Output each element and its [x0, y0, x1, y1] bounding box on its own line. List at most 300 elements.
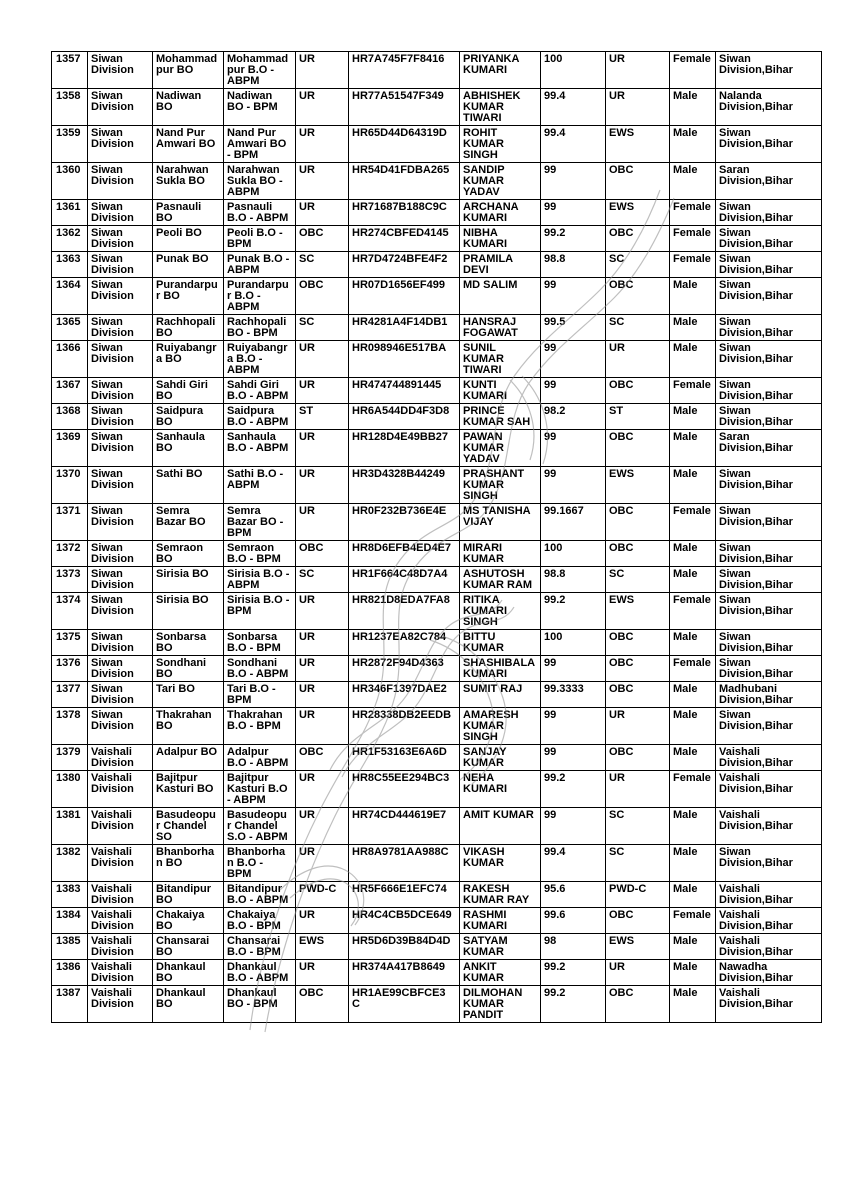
table-cell: Dhankaul BO	[153, 960, 224, 986]
table-cell: UR	[296, 682, 349, 708]
table-cell: PRAMILA DEVI	[460, 252, 541, 278]
table-cell: Male	[670, 934, 716, 960]
table-cell: HR3D4328B44249	[349, 467, 460, 504]
table-cell: HANSRAJ FOGAWAT	[460, 315, 541, 341]
table-cell: 99	[541, 708, 606, 745]
table-cell: Siwan Division,Bihar	[716, 341, 822, 378]
table-cell: ASHUTOSH KUMAR RAM	[460, 567, 541, 593]
table-cell: Semraon B.O - BPM	[224, 541, 296, 567]
table-cell: Purandarpu r B.O - ABPM	[224, 278, 296, 315]
table-cell: HR4281A4F14DB1	[349, 315, 460, 341]
table-cell: Adalpur B.O - ABPM	[224, 745, 296, 771]
table-cell: PRIYANKA KUMARI	[460, 52, 541, 89]
table-cell: 1380	[52, 771, 88, 808]
table-cell: 1387	[52, 986, 88, 1023]
table-cell: Pasnauli B.O - ABPM	[224, 200, 296, 226]
table-row	[52, 986, 822, 1023]
table-cell: Rachhopali BO - BPM	[224, 315, 296, 341]
table-cell: EWS	[606, 467, 670, 504]
table-cell: Nand Pur Amwari BO - BPM	[224, 126, 296, 163]
table-cell: Mohammad pur BO	[153, 52, 224, 89]
table-row	[52, 504, 822, 541]
table-cell: Saran Division,Bihar	[716, 430, 822, 467]
table-cell: Siwan Division	[88, 656, 153, 682]
table-cell: Siwan Division	[88, 252, 153, 278]
table-cell: 99.4	[541, 89, 606, 126]
table-cell: Vaishali Division	[88, 808, 153, 845]
table-row	[52, 682, 822, 708]
table-cell: Basudeopu r Chandel SO	[153, 808, 224, 845]
table-cell: Siwan Division	[88, 593, 153, 630]
table-cell: Siwan Division	[88, 378, 153, 404]
table-cell: Thakrahan BO	[153, 708, 224, 745]
table-cell: 99	[541, 745, 606, 771]
table-cell: SC	[606, 845, 670, 882]
table-row	[52, 126, 822, 163]
table-cell: HR4C4CB5DCE649	[349, 908, 460, 934]
table-cell: Siwan Division	[88, 567, 153, 593]
table-cell: Siwan Division,Bihar	[716, 315, 822, 341]
table-cell: Siwan Division,Bihar	[716, 404, 822, 430]
table-cell: HR374A417B8649	[349, 960, 460, 986]
table-cell: Male	[670, 126, 716, 163]
table-cell: OBC	[606, 908, 670, 934]
table-cell: SC	[296, 567, 349, 593]
table-cell: Saidpura B.O - ABPM	[224, 404, 296, 430]
table-cell: Thakrahan B.O - BPM	[224, 708, 296, 745]
table-cell: Sathi BO	[153, 467, 224, 504]
table-cell: Siwan Division	[88, 430, 153, 467]
table-cell: Basudeopu r Chandel S.O - ABPM	[224, 808, 296, 845]
table-cell: NEHA KUMARI	[460, 771, 541, 808]
table-cell: Chansarai B.O - BPM	[224, 934, 296, 960]
table-row	[52, 656, 822, 682]
table-cell: UR	[296, 430, 349, 467]
table-cell: UR	[296, 808, 349, 845]
table-cell: Semraon BO	[153, 541, 224, 567]
table-cell: HR1237EA82C784	[349, 630, 460, 656]
table-cell: SANJAY KUMAR	[460, 745, 541, 771]
table-cell: 98.2	[541, 404, 606, 430]
table-cell: 98.8	[541, 567, 606, 593]
table-cell: Saran Division,Bihar	[716, 163, 822, 200]
table-cell: EWS	[606, 200, 670, 226]
table-cell: Sahdi Giri B.O - ABPM	[224, 378, 296, 404]
table-cell: Ruiyabangr a B.O - ABPM	[224, 341, 296, 378]
table-cell: HR74CD444619E7	[349, 808, 460, 845]
table-cell: Male	[670, 467, 716, 504]
table-cell: Siwan Division	[88, 226, 153, 252]
table-cell: 1376	[52, 656, 88, 682]
table-cell: ST	[606, 404, 670, 430]
table-cell: 1385	[52, 934, 88, 960]
table-cell: UR	[296, 200, 349, 226]
table-cell: UR	[296, 467, 349, 504]
table-cell: 1382	[52, 845, 88, 882]
table-cell: OBC	[606, 278, 670, 315]
table-cell: OBC	[606, 682, 670, 708]
merit-list-table	[51, 51, 822, 1023]
table-cell: Male	[670, 315, 716, 341]
table-cell: OBC	[296, 745, 349, 771]
table-cell: EWS	[606, 934, 670, 960]
table-cell: 1359	[52, 126, 88, 163]
table-cell: UR	[296, 89, 349, 126]
table-cell: SUNIL KUMAR TIWARI	[460, 341, 541, 378]
table-cell: OBC	[606, 430, 670, 467]
table-cell: Vaishali Division,Bihar	[716, 908, 822, 934]
table-cell: HR1F664C48D7A4	[349, 567, 460, 593]
table-cell: 1375	[52, 630, 88, 656]
table-cell: 1370	[52, 467, 88, 504]
table-cell: Siwan Division,Bihar	[716, 708, 822, 745]
table-cell: Vaishali Division	[88, 934, 153, 960]
table-cell: Siwan Division,Bihar	[716, 126, 822, 163]
table-cell: Siwan Division,Bihar	[716, 52, 822, 89]
table-cell: 1364	[52, 278, 88, 315]
table-cell: 99	[541, 200, 606, 226]
table-cell: 1360	[52, 163, 88, 200]
table-cell: HR07D1656EF499	[349, 278, 460, 315]
table-cell: Female	[670, 593, 716, 630]
table-cell: Sathi B.O - ABPM	[224, 467, 296, 504]
table-cell: OBC	[606, 163, 670, 200]
table-cell: EWS	[606, 126, 670, 163]
table-cell: Male	[670, 986, 716, 1023]
table-row	[52, 630, 822, 656]
table-cell: Siwan Division	[88, 163, 153, 200]
table-cell: SC	[606, 567, 670, 593]
table-cell: Male	[670, 682, 716, 708]
table-row	[52, 430, 822, 467]
table-cell: Sahdi Giri BO	[153, 378, 224, 404]
table-cell: Male	[670, 404, 716, 430]
table-cell: Bajitpur Kasturi BO	[153, 771, 224, 808]
table-cell: Siwan Division	[88, 404, 153, 430]
table-cell: Siwan Division,Bihar	[716, 467, 822, 504]
table-cell: Siwan Division	[88, 708, 153, 745]
table-cell: HR098946E517BA	[349, 341, 460, 378]
table-cell: UR	[296, 656, 349, 682]
table-cell: ST	[296, 404, 349, 430]
table-cell: Siwan Division	[88, 52, 153, 89]
table-cell: HR1F53163E6A6D	[349, 745, 460, 771]
table-cell: HR77A51547F349	[349, 89, 460, 126]
table-cell: Chakaiya BO	[153, 908, 224, 934]
table-cell: MIRARI KUMAR	[460, 541, 541, 567]
table-cell: Peoli BO	[153, 226, 224, 252]
table-cell: Narahwan Sukla BO	[153, 163, 224, 200]
table-cell: Siwan Division	[88, 341, 153, 378]
table-cell: Chakaiya B.O - BPM	[224, 908, 296, 934]
table-cell: HR8A9781AA988C	[349, 845, 460, 882]
table-cell: Siwan Division,Bihar	[716, 845, 822, 882]
table-cell: SATYAM KUMAR	[460, 934, 541, 960]
table-cell: 1358	[52, 89, 88, 126]
table-cell: Dhankaul B.O - ABPM	[224, 960, 296, 986]
table-cell: EWS	[606, 593, 670, 630]
table-cell: HR8D6EFB4ED4E7	[349, 541, 460, 567]
table-cell: 99	[541, 467, 606, 504]
table-cell: OBC	[606, 745, 670, 771]
table-row	[52, 771, 822, 808]
table-cell: UR	[606, 960, 670, 986]
table-cell: DILMOHAN KUMAR PANDIT	[460, 986, 541, 1023]
table-cell: 99.2	[541, 226, 606, 252]
table-cell: 1365	[52, 315, 88, 341]
table-cell: UR	[296, 593, 349, 630]
table-cell: 1386	[52, 960, 88, 986]
table-cell: ARCHANA KUMARI	[460, 200, 541, 226]
table-cell: HR54D41FDBA265	[349, 163, 460, 200]
table-cell: HR2872F94D4363	[349, 656, 460, 682]
table-cell: Purandarpu r BO	[153, 278, 224, 315]
table-cell: Siwan Division	[88, 541, 153, 567]
table-cell: UR	[296, 52, 349, 89]
table-cell: UR	[296, 771, 349, 808]
table-cell: Sonbarsa B.O - BPM	[224, 630, 296, 656]
table-cell: Chansarai BO	[153, 934, 224, 960]
table-cell: Male	[670, 341, 716, 378]
table-cell: 99	[541, 430, 606, 467]
table-cell: Male	[670, 960, 716, 986]
table-row	[52, 808, 822, 845]
table-cell: Nadiwan BO	[153, 89, 224, 126]
table-cell: SC	[606, 252, 670, 278]
table-cell: Tari B.O - BPM	[224, 682, 296, 708]
table-cell: Sondhani BO	[153, 656, 224, 682]
table-cell: Punak B.O - ABPM	[224, 252, 296, 278]
table-cell: UR	[296, 845, 349, 882]
table-cell: AMIT KUMAR	[460, 808, 541, 845]
table-cell: 1368	[52, 404, 88, 430]
table-cell: BITTU KUMAR	[460, 630, 541, 656]
table-cell: HR28338DB2EEDB	[349, 708, 460, 745]
table-cell: Vaishali Division	[88, 771, 153, 808]
table-row	[52, 593, 822, 630]
table-cell: UR	[296, 708, 349, 745]
table-cell: 99	[541, 163, 606, 200]
table-cell: Madhubani Division,Bihar	[716, 682, 822, 708]
table-row	[52, 541, 822, 567]
table-cell: 99.1667	[541, 504, 606, 541]
table-cell: Bhanborha n BO	[153, 845, 224, 882]
table-cell: Vaishali Division	[88, 845, 153, 882]
table-cell: SC	[296, 252, 349, 278]
table-cell: Narahwan Sukla BO - ABPM	[224, 163, 296, 200]
table-cell: OBC	[606, 656, 670, 682]
table-cell: Bitandipur B.O - ABPM	[224, 882, 296, 908]
table-cell: HR7A745F7F8416	[349, 52, 460, 89]
table-cell: 99.5	[541, 315, 606, 341]
table-cell: HR474744891445	[349, 378, 460, 404]
table-cell: 98	[541, 934, 606, 960]
table-cell: Siwan Division,Bihar	[716, 278, 822, 315]
table-cell: HR1AE99CBFCE3 C	[349, 986, 460, 1023]
table-cell: HR821D8EDA7FA8	[349, 593, 460, 630]
table-cell: UR	[296, 908, 349, 934]
table-row	[52, 908, 822, 934]
table-cell: SC	[606, 808, 670, 845]
table-cell: RITIKA KUMARI SINGH	[460, 593, 541, 630]
table-cell: OBC	[606, 986, 670, 1023]
table-cell: Male	[670, 278, 716, 315]
table-cell: ROHIT KUMAR SINGH	[460, 126, 541, 163]
table-cell: Male	[670, 430, 716, 467]
table-row	[52, 467, 822, 504]
table-cell: OBC	[606, 378, 670, 404]
table-row	[52, 315, 822, 341]
table-cell: Bhanborha n B.O - BPM	[224, 845, 296, 882]
table-cell: Bitandipur BO	[153, 882, 224, 908]
table-cell: Vaishali Division,Bihar	[716, 882, 822, 908]
table-row	[52, 745, 822, 771]
table-cell: Ruiyabangr a BO	[153, 341, 224, 378]
table-cell: Male	[670, 882, 716, 908]
table-cell: 95.6	[541, 882, 606, 908]
table-cell: Male	[670, 163, 716, 200]
table-cell: ABHISHEK KUMAR TIWARI	[460, 89, 541, 126]
table-cell: Siwan Division,Bihar	[716, 541, 822, 567]
table-cell: Siwan Division,Bihar	[716, 378, 822, 404]
table-cell: Female	[670, 200, 716, 226]
table-row	[52, 163, 822, 200]
table-cell: Dhankaul BO - BPM	[224, 986, 296, 1023]
table-cell: Adalpur BO	[153, 745, 224, 771]
table-cell: Female	[670, 252, 716, 278]
table-cell: 1369	[52, 430, 88, 467]
table-cell: Sondhani B.O - ABPM	[224, 656, 296, 682]
table-cell: Male	[670, 89, 716, 126]
table-cell: NIBHA KUMARI	[460, 226, 541, 252]
table-cell: HR274CBFED4145	[349, 226, 460, 252]
table-cell: 100	[541, 52, 606, 89]
table-cell: RAKESH KUMAR RAY	[460, 882, 541, 908]
table-cell: Male	[670, 708, 716, 745]
table-cell: Vaishali Division	[88, 986, 153, 1023]
table-cell: UR	[296, 960, 349, 986]
table-cell: OBC	[606, 226, 670, 252]
table-cell: Female	[670, 656, 716, 682]
table-cell: Sirisia BO	[153, 593, 224, 630]
table-row	[52, 226, 822, 252]
table-row	[52, 200, 822, 226]
table-cell: Vaishali Division	[88, 908, 153, 934]
table-cell: AMARESH KUMAR SINGH	[460, 708, 541, 745]
table-cell: HR5D6D39B84D4D	[349, 934, 460, 960]
table-row	[52, 708, 822, 745]
table-cell: MS TANISHA VIJAY	[460, 504, 541, 541]
table-cell: OBC	[296, 278, 349, 315]
table-cell: Punak BO	[153, 252, 224, 278]
table-cell: Nand Pur Amwari BO	[153, 126, 224, 163]
table-cell: HR71687B188C9C	[349, 200, 460, 226]
table-cell: Siwan Division,Bihar	[716, 226, 822, 252]
table-cell: Female	[670, 771, 716, 808]
table-cell: 1384	[52, 908, 88, 934]
table-cell: Vaishali Division,Bihar	[716, 808, 822, 845]
table-row	[52, 934, 822, 960]
table-cell: Male	[670, 745, 716, 771]
table-cell: Female	[670, 52, 716, 89]
table-cell: HR6A544DD4F3D8	[349, 404, 460, 430]
table-row	[52, 960, 822, 986]
table-cell: UR	[296, 341, 349, 378]
table-cell: Siwan Division	[88, 315, 153, 341]
table-cell: UR	[606, 52, 670, 89]
table-cell: Nalanda Division,Bihar	[716, 89, 822, 126]
table-cell: Siwan Division,Bihar	[716, 200, 822, 226]
table-cell: SC	[606, 315, 670, 341]
table-cell: Tari BO	[153, 682, 224, 708]
table-cell: 99	[541, 341, 606, 378]
table-row	[52, 845, 822, 882]
table-cell: OBC	[606, 630, 670, 656]
table-cell: OBC	[296, 226, 349, 252]
table-cell: Pasnauli BO	[153, 200, 224, 226]
table-cell: 1381	[52, 808, 88, 845]
table-cell: UR	[606, 89, 670, 126]
table-cell: 1361	[52, 200, 88, 226]
table-cell: Rachhopali BO	[153, 315, 224, 341]
table-cell: SC	[296, 315, 349, 341]
table-cell: ANKIT KUMAR	[460, 960, 541, 986]
table-cell: 98.8	[541, 252, 606, 278]
table-cell: UR	[296, 630, 349, 656]
table-cell: 99.2	[541, 771, 606, 808]
table-cell: UR	[296, 378, 349, 404]
table-cell: Siwan Division,Bihar	[716, 630, 822, 656]
table-cell: HR346F1397DAE2	[349, 682, 460, 708]
table-cell: Siwan Division,Bihar	[716, 504, 822, 541]
table-cell: Peoli B.O - BPM	[224, 226, 296, 252]
table-cell: UR	[296, 504, 349, 541]
result-sheet	[51, 51, 821, 1023]
table-cell: 99.4	[541, 126, 606, 163]
table-cell: HR65D44D64319D	[349, 126, 460, 163]
table-cell: KUNTI KUMARI	[460, 378, 541, 404]
table-cell: 99.3333	[541, 682, 606, 708]
table-cell: Male	[670, 541, 716, 567]
table-cell: MD SALIM	[460, 278, 541, 315]
table-cell: OBC	[606, 541, 670, 567]
table-cell: 1367	[52, 378, 88, 404]
table-row	[52, 252, 822, 278]
table-cell: RASHMI KUMARI	[460, 908, 541, 934]
table-row	[52, 404, 822, 430]
table-cell: Siwan Division	[88, 89, 153, 126]
table-cell: Sonbarsa BO	[153, 630, 224, 656]
table-cell: Siwan Division	[88, 630, 153, 656]
table-cell: 99.2	[541, 986, 606, 1023]
table-cell: Vaishali Division,Bihar	[716, 986, 822, 1023]
table-cell: 1383	[52, 882, 88, 908]
table-cell: Semra Bazar BO	[153, 504, 224, 541]
table-cell: HR0F232B736E4E	[349, 504, 460, 541]
table-cell: Dhankaul BO	[153, 986, 224, 1023]
table-row	[52, 341, 822, 378]
table-cell: 99.6	[541, 908, 606, 934]
table-cell: Siwan Division,Bihar	[716, 656, 822, 682]
table-cell: PRINCE KUMAR SAH	[460, 404, 541, 430]
table-cell: Male	[670, 567, 716, 593]
table-cell: Vaishali Division	[88, 960, 153, 986]
table-cell: 99	[541, 378, 606, 404]
table-cell: Nadiwan BO - BPM	[224, 89, 296, 126]
table-cell: Vaishali Division	[88, 882, 153, 908]
table-cell: 100	[541, 541, 606, 567]
table-cell: Nawadha Division,Bihar	[716, 960, 822, 986]
